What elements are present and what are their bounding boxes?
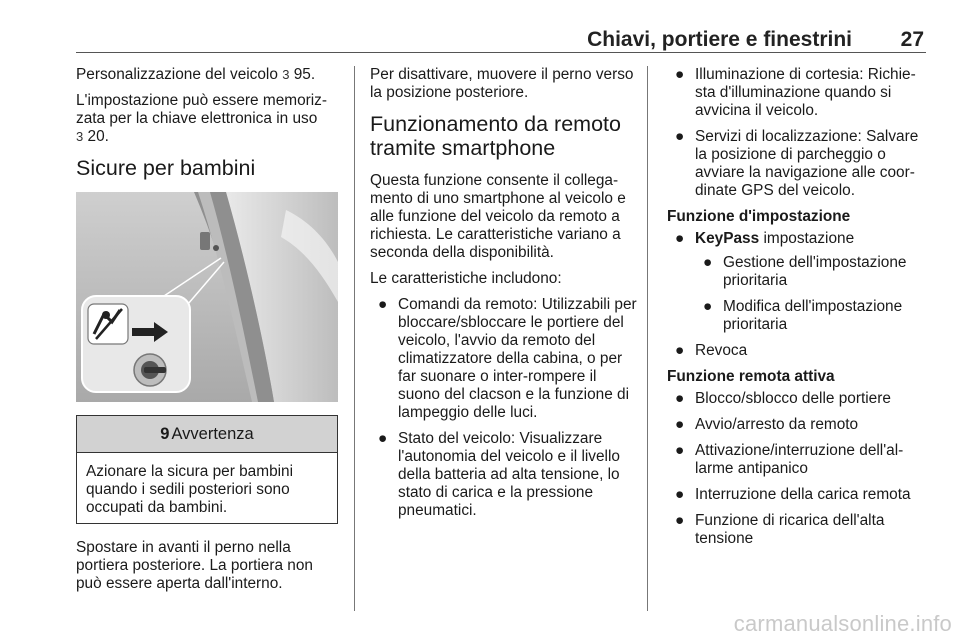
subheading-remote-function: Funzione remota attiva	[667, 368, 835, 385]
list-item: ● Illuminazione di cortesia: Richie-sta d'illuminazione quando si avvicina il veicolo.	[675, 66, 916, 119]
bullet-icon: ●	[675, 442, 685, 459]
bullet-icon: ●	[675, 128, 685, 145]
bullet-icon: ●	[675, 416, 685, 433]
list-item: ● Stato del veicolo: Visualizzare l'autonomia del veicolo e il livello della batteria ad alta tensione, lo stato di carica e la pressione pneumatici.	[378, 430, 620, 519]
reference-arrow-icon: 3	[76, 129, 84, 144]
reference-arrow-icon: 3	[282, 67, 290, 82]
keypass-sublist	[695, 254, 929, 334]
setup-function-list	[667, 230, 929, 360]
features-list-continued	[667, 66, 929, 200]
column-2	[370, 66, 638, 528]
bullet-icon: ●	[675, 486, 685, 503]
column-divider	[354, 66, 355, 611]
list-item: ● Revoca	[675, 342, 748, 359]
bullet-icon: ●	[703, 254, 713, 271]
warning-triangle-icon: 9	[160, 425, 170, 443]
list-item: ● Modifica dell'impostazione prioritaria	[703, 298, 903, 333]
bullet-icon: ●	[675, 512, 685, 529]
door-child-lock-image	[76, 192, 338, 402]
bullet-icon: ●	[675, 342, 685, 359]
bullet-icon: ●	[378, 296, 388, 313]
paragraph-memorization: L'impostazione può essere memoriz-zata per la chiave elettronica in uso 3 20.	[76, 92, 328, 145]
paragraph-personalization: Personalizzazione del veicolo 3 95.	[76, 66, 316, 83]
bullet-icon: ●	[675, 66, 685, 83]
column-3	[667, 66, 929, 556]
warning-text: Azionare la sicura per bambini quando i sedili posteriori sono occupati da bambini.	[86, 463, 294, 516]
list-item: ● Servizi di localizzazione: Salvare la posizione di parcheggio o avviare la navigazione alle coor-dinate GPS del veicolo.	[675, 128, 919, 199]
bullet-icon: ●	[703, 298, 713, 315]
warning-header	[77, 416, 337, 453]
page-number: 27	[900, 28, 924, 51]
subheading-setup-function: Funzione d'impostazione	[667, 208, 851, 225]
paragraph-features-intro: Le caratteristiche includono:	[370, 270, 562, 287]
section-title-child-locks: Sicure per bambini	[76, 156, 256, 180]
paragraph-remote-intro: Questa funzione consente il collega-mento di uno smartphone al veicolo e alle funzione del veicolo da remoto a richiesta. Le caratteristiche variano a seconda della disponibilità.	[370, 172, 626, 261]
column-1	[76, 66, 341, 601]
list-item: ● Attivazione/interruzione dell'al-larme antipanico	[675, 442, 904, 477]
watermark-text: carmanualsonline.info	[733, 611, 952, 636]
bullet-icon: ●	[675, 230, 685, 247]
features-list	[370, 296, 638, 520]
bullet-icon: ●	[378, 430, 388, 447]
page-header	[76, 26, 926, 53]
paragraph-deactivate: Per disattivare, muovere il perno verso la posizione posteriore.	[370, 66, 634, 101]
column-divider	[647, 66, 648, 611]
chapter-title: Chiavi, portiere e finestrini	[587, 28, 852, 51]
warning-box	[76, 415, 338, 524]
list-item: ● Gestione dell'impostazione prioritaria	[703, 254, 907, 289]
list-item: ● Blocco/sblocco delle portiere	[675, 390, 891, 407]
bullet-icon: ●	[675, 390, 685, 407]
paragraph-move-pin: Spostare in avanti il perno nella portiera posteriore. La portiera non può essere aperta dall'interno.	[76, 539, 313, 592]
remote-function-list	[667, 390, 929, 548]
section-title-remote-smartphone: Funzionamento da remoto tramite smartphone	[370, 112, 621, 160]
list-item: ● Funzione di ricarica dell'alta tensione	[675, 512, 885, 547]
list-item: ● Interruzione della carica remota	[675, 486, 911, 503]
child-lock-illustration	[76, 192, 338, 402]
list-item: ● Comandi da remoto: Utilizzabili per bloccare/sbloccare le portiere del veicolo, l'avvio da remoto del climatizzatore della cabina, o per far suonare o inter-rompere il suono del clacson e la funzione di lampeggio delle luci.	[378, 296, 637, 421]
keypass-label: KeyPass	[695, 230, 760, 247]
list-item: ● Avvio/arresto da remoto	[675, 416, 859, 433]
warning-title: Avvertenza	[171, 425, 254, 443]
list-item: ● KeyPass impostazione ● Gestione dell'impostazione prioritaria ● Modifica dell'impostazione prioritaria	[667, 230, 929, 334]
